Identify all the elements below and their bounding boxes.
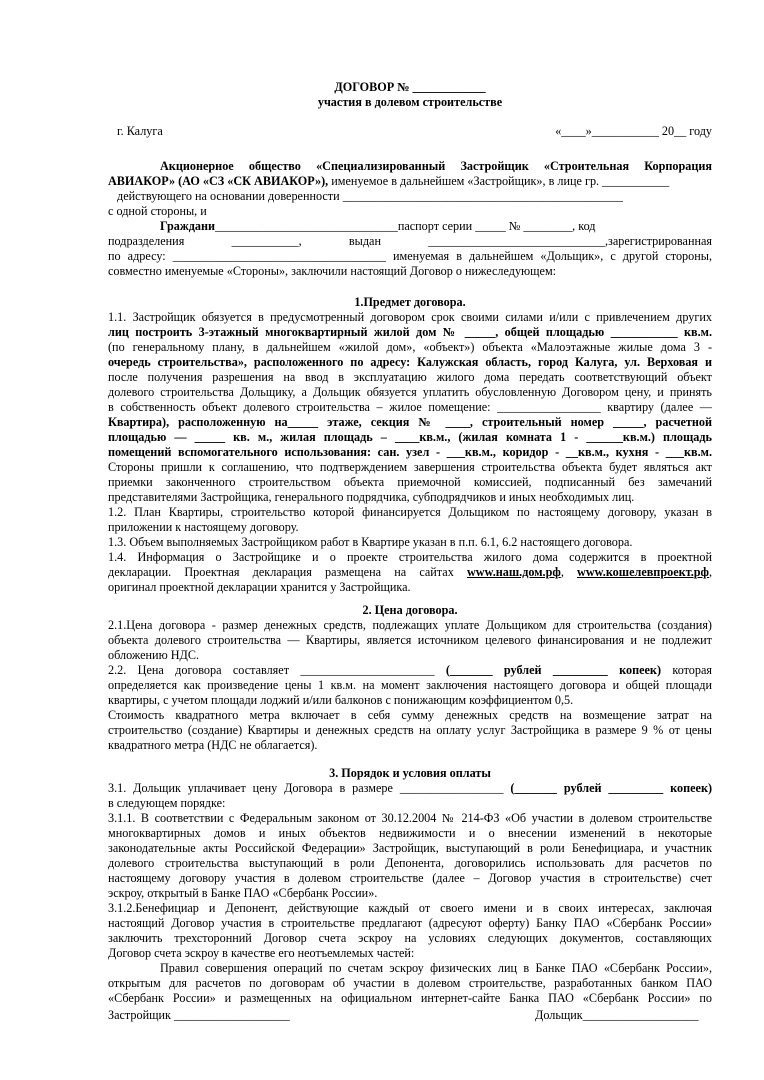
section-1-line: (по генеральному плану, в дальнейшем «жилой дом», «объект») объекта «Малоэтажные жилые дома 3 - [108,340,712,354]
section-3-line: заключить трехсторонний Договор счета эскроу на условиях следующих документов, составляющих [108,931,712,945]
document-title: ДОГОВОР № ____________ [334,80,486,94]
shareholder-signature: Дольщик___________________ [535,1008,699,1022]
section-3-line: долевого строительства выступающий в роли Депонента, договорились использовать для расчетов по [108,856,712,870]
section-3-line: в следующем порядке: [108,796,226,810]
developer-signature: Застройщик ___________________ [108,1008,290,1022]
section-1-line: помещений вспомогательного использования: сан. узел - ___кв.м., коридор - __кв.м., кухня - ___кв.м. [108,445,712,459]
payment-blank: _________________ [399,781,504,795]
section-2-line: определяется как произведение цены 1 кв.м. на момент заключения настоящего договора и общей площади [108,678,712,692]
preamble-line: по адресу: ___________________________________ именуемая в дальнейшем «Дольщик», с другой стороны, [108,249,712,263]
price-tail: которая [672,663,712,677]
preamble-line [108,174,712,188]
section-1-line: очередь строительства», расположенного по адресу: Калужская область, город Калуга, ул. Верховая и [108,355,712,369]
preamble-line: действующего на основании доверенности ______________________________________________ [117,189,624,203]
section-1-line: 1.1. Застройщик обязуется в предусмотренный договором срок своими силами и/или с привлечением других [108,310,712,324]
section-1-line: приемки законченного строительством объекта приемочной комиссией, подписанный без замечаний [108,475,712,489]
section-3-line: законодательные акты Российской Федерации» Застройщик, выступающий в роли Бенефициара, и участник [108,841,712,855]
section-2-line: квадратного метра (НДС не облагается). [108,738,318,752]
section-2-line: строительство (создание) Квартиры и денежных средств на оплату услуг Застройщика в размере 9 % от цены [108,723,712,737]
website-link-2[interactable]: www.кошелевпроект.рф [577,565,709,579]
contract-date: «____»___________ 20__ году [555,124,712,138]
document-subtitle: участия в долевом строительстве [317,95,503,109]
section-3-line: Правил совершения операций по счетам эскроу физических лиц в Банке ПАО «Сбербанк России», [160,961,712,975]
section-1-line: площадью — _____ кв. м., жилая площадь – ____кв.м., (жилая комната 1 - ______кв.м.) площадь [108,430,712,444]
section-2-line: обложению НДС. [108,648,200,662]
preamble-line: Акционерное общество «Специализированный Застройщик «Строительная Корпорация [160,159,712,173]
section-2-line: 2.1.Цена договора - размер денежных средств, подлежащих уплате Дольщиком для строительства (создания) [108,618,712,632]
section-3-line: эскроу, открытый в Банке ПАО «Сбербанк России». [108,886,378,900]
section-2-line: объекта долевого строительства — Квартиры, является источником целевого финансирования и не подлежит [108,633,712,647]
section-2-line: квартиры, с учетом площади лоджий и/или балконов с понижающим коэффициентом 0,5. [108,693,574,707]
section-2-line: Стоимость квадратного метра включает в себя сумму денежных средств на возмещение затрат на [108,708,712,722]
price-amount: (_______ рублей _________ копеек) [445,663,662,677]
section-1-line: представителями Застройщика, генерального подрядчика, субподрядчиков и иных необходимых лиц. [108,490,635,504]
price-label: 2.2. Цена договора составляет [108,663,290,677]
declaration-text: декларации. Проектная декларация размещена на сайтах [108,565,454,579]
preamble-line: подразделения ___________, выдан _____________________________,зарегистрированная [108,234,712,248]
section-1-line: 1.4. Информация о Застройщике и о проекте строительства жилого дома содержится в проектной [108,550,712,564]
section-1-line: приложении к настоящему договору. [108,520,299,534]
developer-role: именуемое в дальнейшем «Застройщик», в лице гр. ___________ [331,174,670,188]
payment-label: 3.1. Дольщик уплачивает цену Договора в размере [108,781,393,795]
passport-details: ______________________________паспорт серии _____ № ________, код [215,219,596,233]
price-blank: ______________________ [300,663,435,677]
preamble-line: с одной стороны, и [108,204,207,218]
section-2-line [108,663,712,677]
section-3-line: «Сбербанк России» и размещенных на официальном интернет-сайте Банка ПАО «Сбербанк России» по [108,991,712,1005]
section-3-line: открытым для расчетов по договорам об участии в долевом строительстве, разработанных банком ПАО [108,976,712,990]
section-1-line: в собственность объект долевого строительства – жилое помещение: _________________ квартиру (далее — [108,400,712,414]
city: г. Калуга [117,124,163,138]
preamble-line [160,219,712,233]
section-3-line: настоящий Договор участия в строительстве предлагают (адресуют оферту) Банку ПАО «Сбербанк России» [108,916,712,930]
preamble-line: совместно именуемые «Стороны», заключили настоящий Договор о нижеследующем: [108,264,557,278]
section-3-line [108,781,712,795]
payment-amount: (_______ рублей _________ копеек) [510,781,713,795]
section-1-line: декларации. Проектная декларация размещена на сайтах www.наш.дом.рф, www.кошелевпроект.рф, [108,565,713,579]
section-1-line: Квартира), расположенную на_____ этаже, секция № ____, строительный номер _____, расчетной [108,415,712,429]
section-1-line: 1.3. Объем выполняемых Застройщиком работ в Квартире указан в п.п. 6.1, 6.2 настоящего договора. [108,535,633,549]
section-1-line: оригинал проектной декларации хранится у Застройщика. [108,580,411,594]
section-1-heading: 1.Предмет договора. [354,295,466,309]
section-3-line: настоящему договору участия в долевом строительстве (далее – Договор участия в строительстве) счет [108,871,712,885]
section-1-line: долевого строительства Дольщику, а Дольщик обязуется уплатить обусловленную Договором цену, и принять [108,385,712,399]
section-3-line: 3.1.1. В соответствии с Федеральным законом от 30.12.2004 № 214-ФЗ «Об участии в долевом строительстве [108,811,712,825]
website-link-1[interactable]: www.наш.дом.рф [466,565,561,579]
section-1-line: лиц построить 3-этажный многоквартирный жилой дом № _____, общей площадью ___________ кв.м. [108,325,712,339]
section-3-line: многоквартирных домов и иных объектов недвижимости и о внесении изменений в некоторые [108,826,712,840]
section-3-line: Договор счета эскроу в качестве его неотъемлемых частей: [108,946,415,960]
section-3-heading: 3. Порядок и условия оплаты [329,766,491,780]
section-1-line: Стороны пришли к соглашению, что подтверждением завершения строительства объекта будет являться акт [108,460,712,474]
section-2-heading: 2. Цена договора. [362,603,458,617]
section-3-line: 3.1.2.Бенефициар и Депонент, действующие каждый от своего имени и в своих интересах, заключая [108,901,712,915]
section-1-line: 1.2. План Квартиры, строительство которой финансируется Дольщиком по настоящему договору, указан в [108,505,712,519]
section-1-line: после получения разрешения на ввод в эксплуатацию жилого дома передать соответствующий объект [108,370,712,384]
citizen-label: Граждани [160,219,215,233]
developer-name: АВИАКОР» (АО «СЗ «СК АВИАКОР»), [108,174,329,188]
